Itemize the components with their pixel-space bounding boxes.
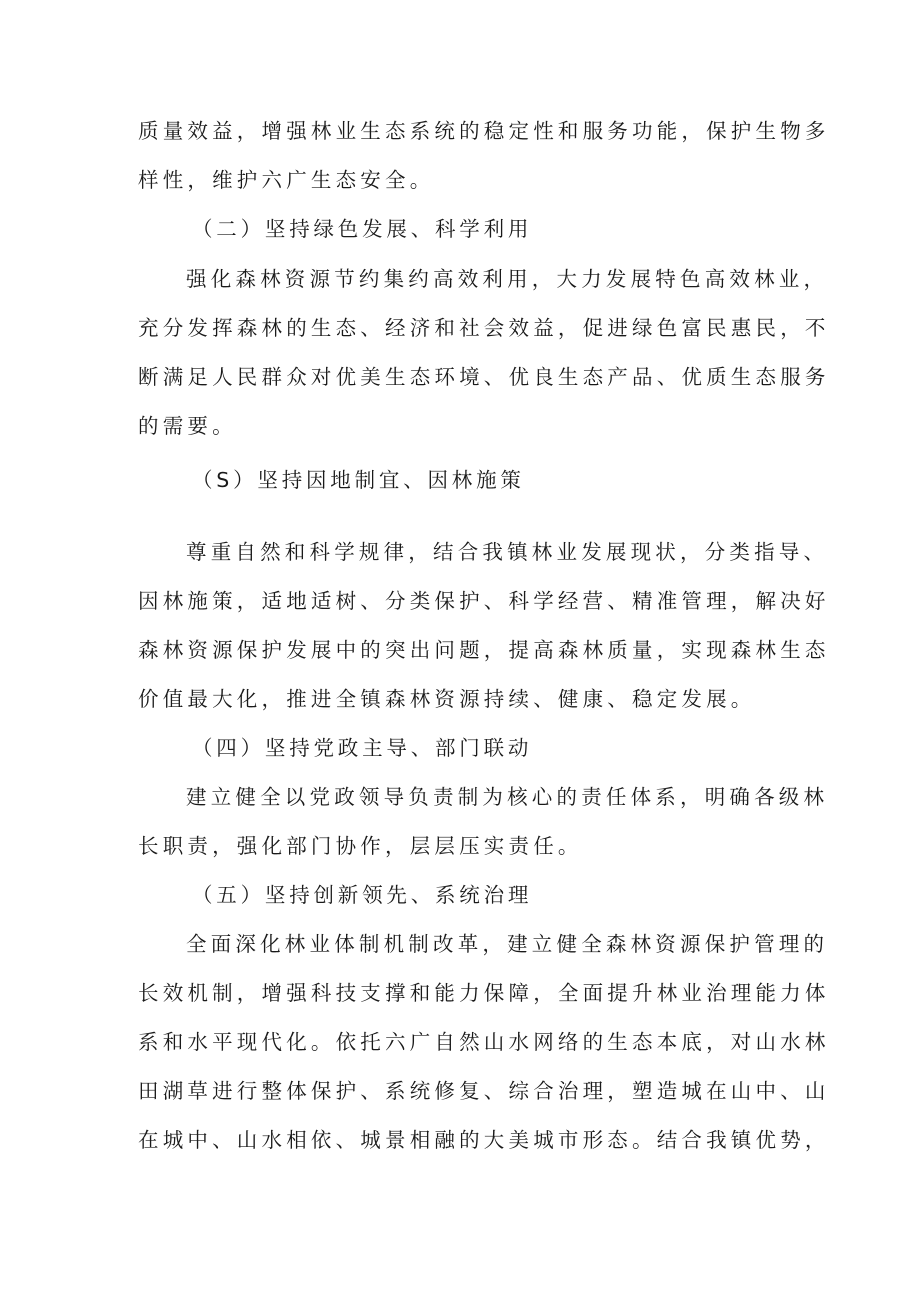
body-text-line: 长效机制，增强科技支撑和能力保障，全面提升林业治理能力体	[138, 981, 830, 1005]
body-text-line: 建立健全以党政领导负责制为核心的责任体系，明确各级林	[186, 785, 829, 809]
body-text-line: 系和水平现代化。依托六广自然山水网络的生态本底，对山水林	[138, 1030, 830, 1054]
section-heading-3: （S）坚持因地制宜、因林施策	[192, 468, 525, 492]
body-text-line: 在城中、山水相依、城景相融的大美城市形态。结合我镇优势，	[138, 1128, 830, 1152]
body-text-line: 样性，维护六广生态安全。	[138, 168, 435, 192]
section-heading-5: （五）坚持创新领先、系统治理	[192, 883, 533, 907]
body-text-line: 森林资源保护发展中的突出问题，提高森林质量，实现森林生态	[138, 638, 830, 662]
body-text-line: 断满足人民群众对优美生态环境、优良生态产品、优质生态服务	[138, 365, 830, 389]
body-text-line: 长职责，强化部门协作，层层压实责任。	[138, 834, 583, 858]
body-text-line: 质量效益，增强林业生态系统的稳定性和服务功能，保护生物多	[138, 119, 830, 143]
body-text-line: 因林施策，适地适树、分类保护、科学经营、精准管理，解决好	[138, 589, 830, 613]
body-text-line: 全面深化林业体制机制改革，建立健全森林资源保护管理的	[186, 932, 829, 956]
body-text-line: 充分发挥森林的生态、经济和社会效益，促进绿色富民惠民，不	[138, 316, 830, 340]
body-text-line: 尊重自然和科学规律，结合我镇林业发展现状，分类指导、	[186, 540, 829, 564]
body-text-line: 价值最大化，推进全镇森林资源持续、健康、稳定发展。	[138, 687, 756, 711]
section-heading-2: （二）坚持绿色发展、科学利用	[192, 217, 533, 241]
body-text-line: 强化森林资源节约集约高效利用，大力发展特色高效林业，	[186, 267, 829, 291]
section-heading-4: （四）坚持党政主导、部门联动	[192, 736, 533, 760]
body-text-line: 的需要。	[138, 414, 237, 438]
body-text-line: 田湖草进行整体保护、系统修复、综合治理，塑造城在山中、山	[138, 1079, 830, 1103]
